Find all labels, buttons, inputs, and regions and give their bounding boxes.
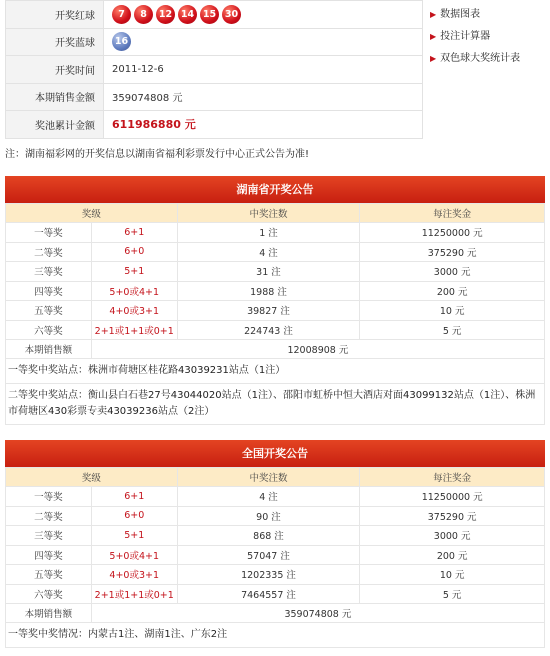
jackpot-row	[6, 111, 423, 139]
jackpot-label: 奖池累计金额	[6, 111, 104, 139]
table-row: 六等奖 2+1或1+1或0+1 7464557 注 5 元	[6, 584, 545, 604]
red-balls-label: 开奖红球	[6, 1, 104, 29]
header-count: 中奖注数	[177, 204, 360, 223]
jackpot-amount: 611986880 元	[112, 118, 196, 132]
blue-ball-row	[6, 28, 423, 56]
first-prize-summary: 一等奖中奖情况：内蒙古1注、湖南1注、广东2注	[8, 629, 228, 640]
triangle-right-icon: ▶	[430, 54, 437, 63]
table-row: 二等奖 6+0 90 注 375290 元	[6, 506, 545, 526]
national-prize-table	[5, 467, 545, 648]
disclaimer-note: 注：湖南福彩网的开奖信息以湖南省福利彩票发行中心正式公告为准!	[5, 149, 310, 160]
sales-total-label: 本期销售额	[6, 340, 92, 359]
winner-info-row	[6, 359, 545, 384]
national-announcement	[5, 440, 545, 648]
red-ball: 8	[134, 5, 153, 24]
second-prize-sites: 二等奖中奖站点：衡山县白石巷27号43044020站点（1注）、邵阳市虹桥中恒大酒店对面43099132站点（1注）、株洲市荷塘区430彩票专卖43039236站点（2注）	[8, 390, 536, 417]
header-count: 中奖注数	[177, 468, 360, 487]
winner-info-row	[6, 384, 545, 425]
table-row: 四等奖 5+0或4+1 1988 注 200 元	[6, 281, 545, 301]
link-jackpot-stats[interactable]: ▶ 双色球大奖统计表	[430, 53, 521, 64]
sales-total-row	[6, 340, 545, 359]
draw-date-row	[6, 56, 423, 84]
sales-total-value: 12008908 元	[91, 340, 544, 359]
red-balls	[104, 1, 423, 29]
sales-amount: 359074808 元	[104, 83, 423, 111]
table-row: 三等奖 5+1 31 注 3000 元	[6, 262, 545, 282]
sales-total-row	[6, 604, 545, 623]
header-prize: 每注奖金	[360, 204, 545, 223]
link-data-charts[interactable]: ▶ 数据图表	[430, 9, 481, 20]
table-row: 一等奖 6+1 4 注 11250000 元	[6, 487, 545, 507]
triangle-right-icon: ▶	[430, 10, 437, 19]
table-row: 三等奖 5+1 868 注 3000 元	[6, 526, 545, 546]
draw-date-label: 开奖时间	[6, 56, 104, 84]
section-title: 全国开奖公告	[5, 440, 545, 467]
link-bet-calculator[interactable]: ▶ 投注计算器	[430, 31, 491, 42]
table-row: 五等奖 4+0或3+1 39827 注 10 元	[6, 301, 545, 321]
sales-label: 本期销售金额	[6, 83, 104, 111]
table-row: 一等奖 6+1 1 注 11250000 元	[6, 223, 545, 243]
table-row: 四等奖 5+0或4+1 57047 注 200 元	[6, 545, 545, 565]
sales-total-value: 359074808 元	[91, 604, 544, 623]
table-row: 二等奖 6+0 4 注 375290 元	[6, 242, 545, 262]
section-title: 湖南省开奖公告	[5, 176, 545, 203]
red-ball: 7	[112, 5, 131, 24]
red-ball: 30	[222, 5, 241, 24]
side-links	[430, 8, 550, 74]
hunan-announcement	[5, 176, 545, 425]
header-prize: 每注奖金	[360, 468, 545, 487]
sales-row	[6, 83, 423, 111]
table-header	[6, 468, 545, 487]
first-prize-sites: 一等奖中奖站点：株洲市荷塘区桂花路43039231站点（1注）	[8, 365, 286, 376]
winner-info-row	[6, 623, 545, 648]
blue-ball: 16	[112, 32, 131, 51]
table-row: 六等奖 2+1或1+1或0+1 224743 注 5 元	[6, 320, 545, 340]
draw-info-table	[5, 0, 423, 139]
blue-ball-label: 开奖蓝球	[6, 28, 104, 56]
red-ball: 12	[156, 5, 175, 24]
hunan-prize-table	[5, 203, 545, 425]
table-row: 五等奖 4+0或3+1 1202335 注 10 元	[6, 565, 545, 585]
header-level: 奖级	[6, 468, 178, 487]
red-balls-row	[6, 1, 423, 29]
table-header	[6, 204, 545, 223]
sales-total-label: 本期销售额	[6, 604, 92, 623]
draw-info-panel	[5, 0, 545, 142]
red-ball: 15	[200, 5, 219, 24]
red-ball: 14	[178, 5, 197, 24]
header-level: 奖级	[6, 204, 178, 223]
triangle-right-icon: ▶	[430, 32, 437, 41]
draw-date: 2011-12-6	[104, 56, 423, 84]
